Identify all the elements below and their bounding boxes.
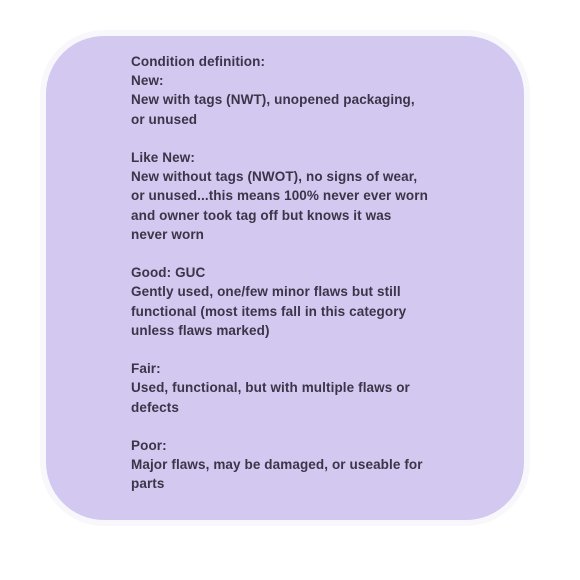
condition-like-new	[131, 148, 431, 244]
condition-new	[131, 71, 431, 129]
condition-label: New:	[131, 73, 164, 89]
condition-label: Fair:	[131, 361, 161, 377]
condition-description: Used, functional, but with multiple flaws or defects	[131, 380, 410, 415]
condition-label: Like New:	[131, 150, 195, 165]
definition-heading: Condition definition:	[131, 54, 266, 69]
condition-description: New with tags (NWT), unopened packaging, or unused	[131, 92, 415, 127]
condition-description: Gently used, one/few minor flaws but still functional (most items fall in this category unless flaws marked)	[131, 284, 407, 338]
condition-fair	[131, 359, 431, 417]
condition-description: New without tags (NWOT), no signs of wear, or unused...this means 100% never ever worn and owner took tag off but knows it was never worn	[131, 169, 428, 242]
condition-poor	[131, 436, 431, 494]
condition-definitions	[131, 52, 431, 494]
condition-label: Poor:	[131, 438, 167, 453]
condition-good	[131, 263, 431, 340]
condition-label: Good: GUC	[131, 265, 206, 281]
condition-description: Major flaws, may be damaged, or useable for parts	[131, 457, 423, 492]
